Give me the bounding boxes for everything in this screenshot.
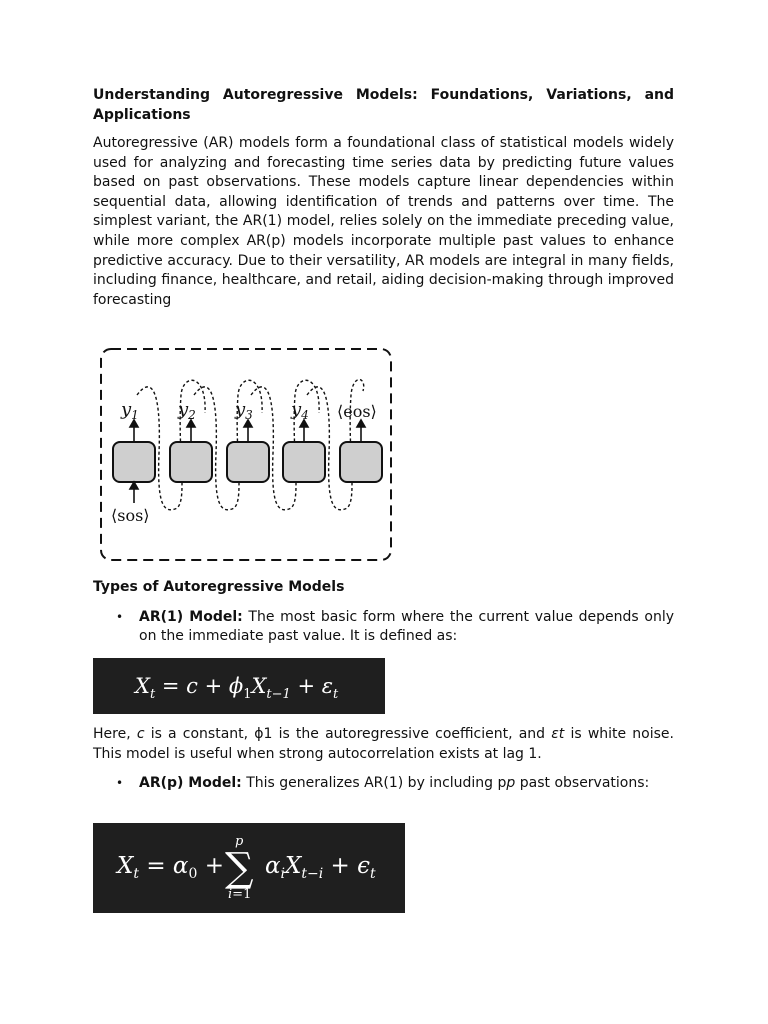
ar1-explain-c: c [136,726,145,742]
formula-arp-rhs: $\alpha_iX_{t-i} + \epsilon_t$ [265,853,376,882]
formula-arp-lhs: $X_t = \alpha_0$ + [117,853,224,882]
cell-4 [283,442,325,482]
ar1-description: The most basic form where the current value depends only on the immediate past value. It is defined as: [139,609,674,645]
sum-upper-limit: p [235,834,244,849]
cell-1 [113,442,155,482]
output-label-2: $y_2$ [178,399,196,422]
section-heading: Types of Autoregressive Models [93,579,345,595]
intro-paragraph: Autoregressive (AR) models form a foundational class of statistical models widely used for analyzing and forecasting time series data by predicting future values based on past observations. These models capture linear dependencies within sequential data, allowing identification of trends and patterns over time. The simplest variant, the AR(1) model, relies solely on the immediate preceding value, while more complex AR(p) models incorporate multiple past values to enhance predictive accuracy. Due to their versatility, AR models are integral in many fields, including finance, healthcare, and retail, aiding decision-making through improved forecasting [93,135,674,308]
ar1-explain-text-2: is a constant, ϕ1 is the autoregressive coefficient, and [144,726,552,742]
list-item-arp [139,774,674,793]
arp-description-p: p [506,775,516,791]
output-label-1: $y_1$ [121,399,139,422]
output-label-4: $y_4$ [291,399,309,422]
arp-description-a: This generalizes AR(1) by including p [241,775,507,791]
output-label-5: ⟨eos⟩ [337,402,377,421]
formula-ar1-text: $X_t = c + \phi_1X_{t-1} + \varepsilon_t$ [135,674,339,702]
ar1-explain-text-1: Here, [93,726,137,742]
sum-symbol: ∑ [225,845,254,891]
diagram-svg [97,343,397,565]
ar1-explanation [93,725,674,764]
ar1-term: AR(1) Model: [139,609,243,625]
cell-3 [227,442,269,482]
cell-2 [170,442,212,482]
cell-5 [340,442,382,482]
sum-lower-limit: i=1 [228,887,252,902]
autoregressive-diagram [97,343,397,565]
formula-ar1-svg [93,658,385,714]
formula-ar1 [93,658,385,714]
start-token-label: ⟨sos⟩ [111,506,150,525]
list-item-ar1 [139,608,674,646]
output-label-3: $y_3$ [235,399,253,422]
ar1-explain-text-3: is white noise. This model is useful when strong autocorrelation exists at lag 1. [93,726,674,762]
arp-description-b: past observations: [515,775,650,791]
ar1-explain-eps: εt [551,726,565,742]
document-title: Understanding Autoregressive Models: Foundations, Variations, and Applications [93,87,674,123]
cells [113,442,382,482]
formula-arp [93,823,405,913]
formula-arp-svg [93,823,405,913]
arp-term: AR(p) Model: [139,775,242,791]
